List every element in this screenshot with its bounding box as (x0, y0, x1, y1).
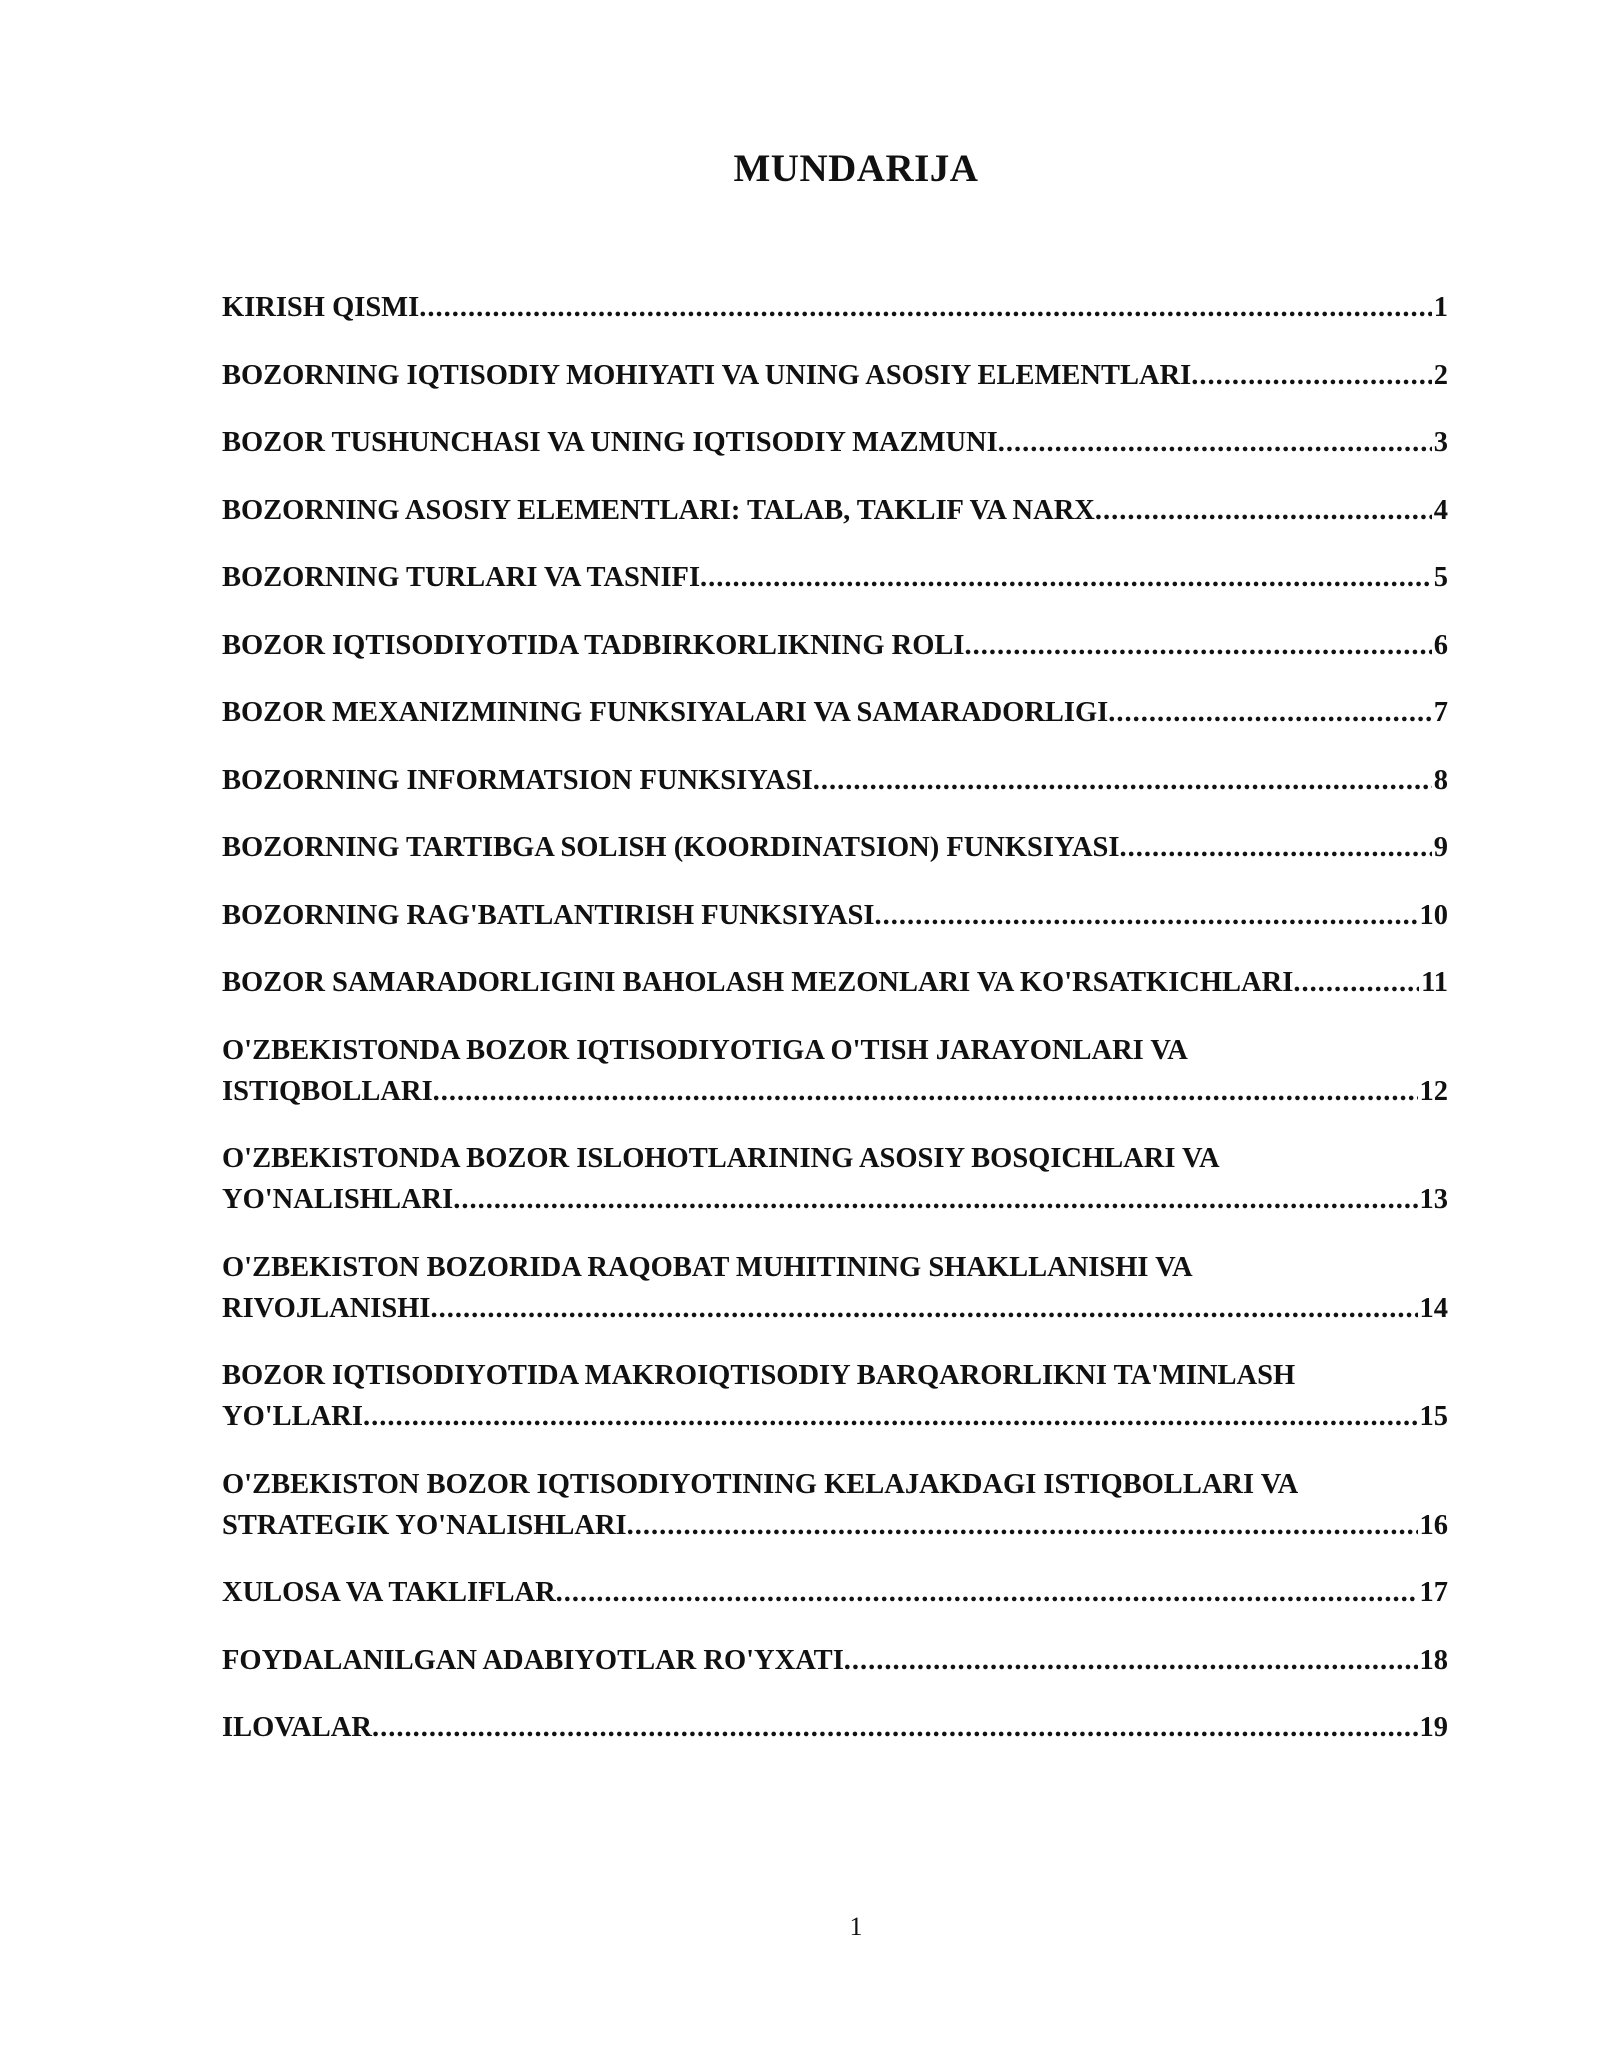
toc-entry[interactable] (222, 827, 1448, 868)
toc-entry-row (222, 895, 1448, 936)
toc-entry[interactable] (222, 625, 1448, 666)
dot-leader (372, 1707, 1418, 1748)
dot-leader (874, 895, 1417, 936)
toc-entry-title-line1: O'ZBEKISTONDA BOZOR IQTISODIYOTIGA O'TISH JARAYONLARI VA (222, 1034, 1188, 1066)
dot-leader (627, 1505, 1418, 1546)
dot-leader (1095, 490, 1432, 531)
toc-entry-row (222, 625, 1448, 666)
toc-entry-title: BOZOR MEXANIZMINING FUNKSIYALARI VA SAMARADORLIGI (222, 697, 1109, 728)
toc-entry-row (222, 827, 1448, 868)
toc-entry-title: BOZORNING IQTISODIY MOHIYATI VA UNING ASOSIY ELEMENTLARI (222, 359, 1192, 391)
toc-entry-page-number: 3 (1433, 427, 1448, 458)
toc-entry-title: BOZORNING RAG'BATLANTIRISH FUNKSIYASI (222, 899, 875, 931)
dot-leader (965, 625, 1432, 666)
dot-leader (998, 422, 1432, 463)
toc-entry-page-number: 1 (1433, 292, 1448, 323)
toc-entry-title: XULOSA VA TAKLIFLAR (222, 1577, 556, 1608)
dot-leader (430, 1288, 1417, 1329)
toc-entry-page-number: 10 (1419, 899, 1448, 931)
toc-entry-page-number: 17 (1419, 1577, 1448, 1608)
toc-entry-title: BOZORNING TARTIBGA SOLISH (KOORDINATSION) FUNKSIYASI (222, 832, 1120, 863)
toc-entry[interactable] (222, 1030, 1448, 1112)
toc-entry-page-number: 8 (1433, 764, 1448, 796)
toc-entry-title: YO'NALISHLARI (222, 1184, 454, 1215)
toc-entry-row (222, 1396, 1448, 1437)
toc-entry-title: RIVOJLANISHI (222, 1292, 431, 1324)
toc-entry[interactable] (222, 760, 1448, 801)
toc-entry[interactable] (222, 692, 1448, 733)
toc-entry-row (222, 355, 1448, 396)
toc-entry[interactable] (222, 490, 1448, 531)
toc-entry-title: BOZORNING ASOSIY ELEMENTLARI: TALAB, TAKLIF VA NARX (222, 494, 1095, 526)
toc-entry-row (222, 692, 1448, 733)
dot-leader (556, 1572, 1418, 1613)
toc-entry-row (222, 287, 1448, 328)
toc-entry-title: ILOVALAR (222, 1712, 372, 1743)
toc-entry[interactable] (222, 1707, 1448, 1748)
dot-leader (844, 1640, 1418, 1681)
toc-entry[interactable] (222, 557, 1448, 598)
toc-entry-title: FOYDALANILGAN ADABIYOTLAR RO'YXATI (222, 1644, 844, 1676)
toc-entry-row (222, 1640, 1448, 1681)
toc-entry[interactable] (222, 355, 1448, 396)
toc-entry-title-line1: O'ZBEKISTON BOZOR IQTISODIYOTINING KELAJAKDAGI ISTIQBOLLARI VA (222, 1468, 1299, 1500)
toc-entry-row (222, 1505, 1448, 1546)
dot-leader (1191, 355, 1432, 396)
toc-entry-page-number: 6 (1433, 629, 1448, 661)
toc-entry-row (222, 1288, 1448, 1329)
toc-entry-page-number: 18 (1419, 1644, 1448, 1676)
dot-leader (433, 1071, 1418, 1112)
toc-entry-title: BOZORNING TURLARI VA TASNIFI (222, 562, 701, 593)
toc-entry-row (222, 962, 1448, 1003)
toc-entry-row (222, 422, 1448, 463)
toc-entry-page-number: 13 (1419, 1184, 1448, 1215)
toc-entry-title: YO'LLARI (222, 1401, 363, 1432)
dot-leader (419, 287, 1432, 328)
toc-entry-page-number: 14 (1419, 1292, 1448, 1324)
toc-entry-row (222, 557, 1448, 598)
toc-entry[interactable] (222, 1355, 1448, 1437)
toc-entry-page-number: 5 (1433, 562, 1448, 593)
dot-leader (1120, 827, 1432, 868)
toc-entry[interactable] (222, 1640, 1448, 1681)
toc-entry[interactable] (222, 895, 1448, 936)
page-title: MUNDARIJA (733, 147, 979, 190)
dot-leader (453, 1179, 1417, 1220)
toc-entry[interactable] (222, 1138, 1448, 1220)
toc-entry-title: BOZORNING INFORMATSION FUNKSIYASI (222, 764, 813, 796)
dot-leader (1108, 692, 1431, 733)
toc-entry[interactable] (222, 1464, 1448, 1546)
toc-entry-row (222, 1707, 1448, 1748)
toc-entry-title: BOZOR IQTISODIYOTIDA TADBIRKORLIKNING ROLI (222, 629, 965, 661)
toc-entry-page-number: 9 (1433, 832, 1448, 863)
dot-leader (363, 1396, 1418, 1437)
dot-leader (1293, 962, 1419, 1003)
toc-entry-page-number: 15 (1419, 1401, 1448, 1432)
toc-entry-title: BOZOR SAMARADORLIGINI BAHOLASH MEZONLARI VA KO'RSATKICHLARI (222, 967, 1294, 998)
dot-leader (813, 760, 1432, 801)
toc-entry-row (222, 1179, 1448, 1220)
toc-entry-title-line1: O'ZBEKISTONDA BOZOR ISLOHOTLARINING ASOSIY BOSQICHLARI VA (222, 1143, 1220, 1174)
toc-entry-title-line1: O'ZBEKISTON BOZORIDA RAQOBAT MUHITINING SHAKLLANISHI VA (222, 1251, 1193, 1283)
toc-entry-title: ISTIQBOLLARI (222, 1075, 433, 1107)
toc-entry[interactable] (222, 1247, 1448, 1329)
toc-entry-row (222, 760, 1448, 801)
dot-leader (700, 557, 1432, 598)
toc-entry-page-number: 4 (1433, 494, 1448, 526)
toc-entry[interactable] (222, 422, 1448, 463)
toc-entry-page-number: 19 (1419, 1712, 1448, 1743)
toc-entry-row (222, 490, 1448, 531)
toc-entry-title-line1: BOZOR IQTISODIYOTIDA MAKROIQTISODIY BARQARORLIKNI TA'MINLASH (222, 1360, 1296, 1391)
toc-entry[interactable] (222, 287, 1448, 328)
toc-entry-title: BOZOR TUSHUNCHASI VA UNING IQTISODIY MAZMUNI (222, 427, 998, 458)
toc-entry-page-number: 11 (1421, 967, 1448, 998)
toc-entry-page-number: 12 (1419, 1075, 1448, 1107)
toc-entry-page-number: 2 (1433, 359, 1448, 391)
toc-entry-page-number: 16 (1419, 1509, 1448, 1541)
toc-entry-title: KIRISH QISMI (222, 292, 420, 323)
toc-entry[interactable] (222, 1572, 1448, 1613)
table-of-contents (222, 287, 1448, 1775)
toc-entry-title: STRATEGIK YO'NALISHLARI (222, 1509, 627, 1541)
toc-entry-row (222, 1071, 1448, 1112)
toc-entry[interactable] (222, 962, 1448, 1003)
toc-entry-page-number: 7 (1433, 697, 1448, 728)
toc-entry-row (222, 1572, 1448, 1613)
page-number: 1 (849, 1912, 863, 1941)
